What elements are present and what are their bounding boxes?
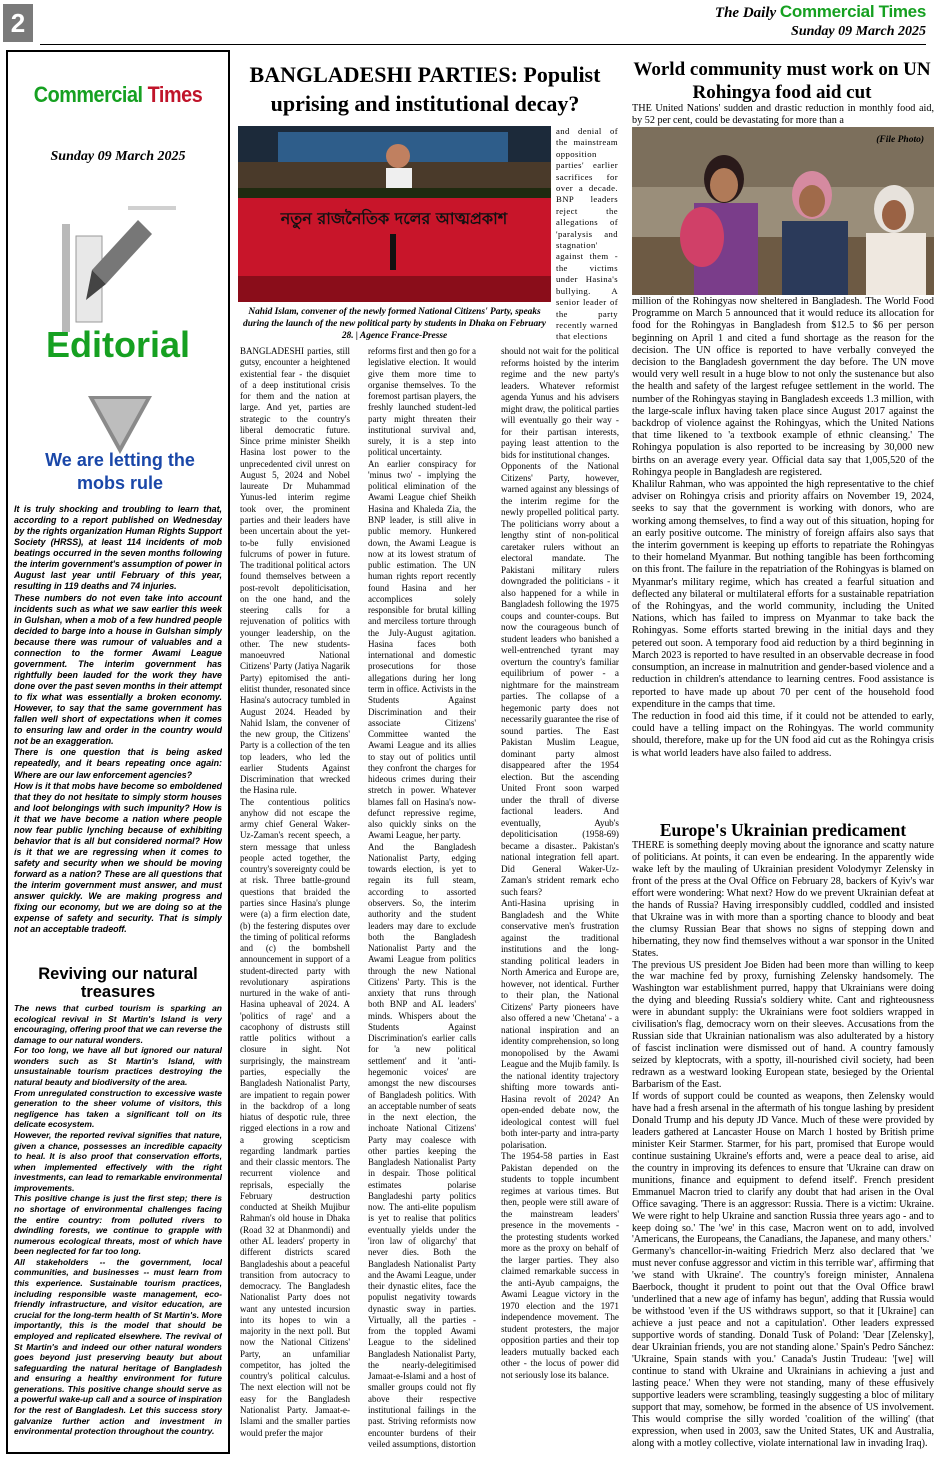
page-header — [0, 0, 938, 46]
masthead-date: Sunday 09 March 2025 — [791, 24, 926, 39]
sidebar-date: Sunday 09 March 2025 — [50, 149, 186, 164]
photo-credit: (File Photo) — [876, 135, 924, 145]
paragraph: Anti-Hasina uprising in Bangladesh and the White conservative men's frustration against the traditional institutions and the long-standing political leaders in North America and Europe are, however, not identical. Further to their plan, the National Citizens' Party pioneers have also offered a new 'Chetana' - a national inspiration and an identity comprehension, so long monopolised by the Awami League and the Mujib family. Is the national identity trajectory shifting more towards anti-Hasina revolt of 2024? An open-ended debate now, the ideological contest will fuel both inter-party and intra-party polarisation. — [501, 898, 619, 1150]
paragraph: Khalilur Rahman, who was appointed the high representative to the chief adviser on Rohingya crisis and priority affairs on November 19, 2024, seeks to say that the government is working with donors, who are working among themselves, to find a way out of this situation, hoping for an early positive outcome. The ministry of foreign affairs also says that the interim government is keeping up efforts to repatriate the Rohingyas to their homeland Myanmar. But nothing tangible has been forthcoming on this front. The failure in the repatriation of the Rohingyas is blamed on Myanmar's military regime, which has created a fearful situation and deflected any bilateral or multilateral efforts for a sustainable repatriation of the Rohingyas, and the world community, including the United Nations, which has failed to impress on Myanmar to take back the Rohingyas. Some efforts started brewing in the initial days and they petered out soon. A temporary food aid reduction by a third beginning in March 2023 is reported to have resulted in an observable decrease in food consumption, an increase in malnutrition and gender-based violence and a reduction in children's attendance to learning centres. Food assistance is reported to have made up about 70 per cent of the household food expenditure in the camps that time. — [632, 479, 934, 710]
paragraph: An earlier conspiracy for 'minus two' - implying the political elimination of the Awami League chief Sheikh Hasina and Khaleda Zia, the BNP leader, is still alive in public memory. Hunkered down, the Awami League is now at its lowest stratum of public estimation. The UN human rights report recently found Hasina and her accomplices solely responsible for brutal killing and merciless torture through the July-August agitation. Hasina faces both international and domestic prosecutions for those allegations during her long term in office. Activists in the Students Against Discrimination and their associate Citizens' Committee wanted the Awami League and its allies to stay out of politics until they confront the charges for hideous crimes during their stretch in power. Whatever blames fall on Hasina's now-defunct repressive regime, also quickly sinks on the Awami League, her party. — [368, 458, 476, 841]
rohingya-photo — [632, 127, 934, 295]
rohingya-lead: THE United Nations' sudden and drastic reduction in monthly food aid, by 52 per cent, could be devastating for more than a — [632, 103, 934, 127]
rohingya-body — [632, 296, 934, 816]
paragraph: The reduction in food aid this time, if it could not be attended to early, could have a telling impact on the Rohingyas. The world community should, therefore, make up for the UN food aid cut as the Rohingya crisis is what world leaders have also failed to address. — [632, 710, 934, 759]
paragraph: How is it that mobs have become so emboldened that they do not hesitate to simply storm houses and loot belongings with such impunity? How is it that we have become a nation where people now fear public lynching because of exhibiting behavior that is all but considered normal? How is it that we are regressing when it comes to safety and security when we should be moving forward as a nation? These are all questions that the interim government must answer, and must answer quickly. We are making progress and fixing our economy, but we are doing so at the expense of safety and security. That is simply not an acceptable tradeoff. — [14, 780, 222, 935]
article-column-1 — [240, 346, 350, 1450]
paragraph: THERE is something deeply moving about the ignorance and scatty nature of politicians. At points, it can even be endearing. In the apparently wide wake left by the mauling of Ukrainian president Volodymyr Zelensky in front of the press at the Oval Office on February 28, backers of Kyiv's war effort were wondering: What next? How do we prevent Ukrainian defeat at the hands of Russia? Having irresponsibly cuddled, coddled and insisted that Ukraine was in with more than a sporting chance to bloody and beat the clumsy Russian Bear that shows no signs of stepping down and hibernating, they now find themselves without a war sponsor in the United States. — [632, 840, 934, 959]
editorial-sidebar — [6, 50, 230, 1454]
paragraph: reforms first and then go for a legislative election. It would give them more time to organise themselves. To the foremost partisan players, the freshly launched student-led party might threaten their institutional survival and, surely, it is a step into political uncertainty. — [368, 346, 476, 458]
article-wrap-column — [556, 126, 618, 348]
paragraph: Opponents of the National Citizens' Party, however, warned against any blessings of the interim regime for the newly propelled political party. The politicians worry about a lengthy stint of non-political caretaker rulers without an electoral mandate. The Pakistani military rulers downgraded the politicians - it also happened for a while in Bangladesh following the 1975 coups and counter-coups. But now the courageous bunch of student leaders who banished a well-entrenched tyrant may overturn the country's familiar equilibrium of power - a nightmare for the mainstream parties. The collapse of a hegemonic party does not necessarily guarantee the rise of sound parties. The East Pakistan Muslim League, dominant party almost disappeared after the 1954 election. But the ascending United Front soon warped under the thrall of diverse factional leaders. And eventually, Ayub's depoliticisation (1958-69) became a disaster.. Pakistan's national integration fell apart. Did General Waker-Uz-Zaman's strident remark echo such fears? — [501, 461, 619, 897]
paragraph: should not wait for the political reforms hoisted by the interim regime and the new party's leaders. Whatever reformist agenda Yunus and his advisers might draw, the political parties will eventually go their way - for their partisan interests, paying least attention to the bids for institutional changes. — [501, 346, 619, 460]
editorial-headline-1: We are letting the mobs rule — [45, 450, 195, 493]
paragraph: These numbers do not even take into account incidents such as what we saw earlier this week in Gulshan, when a mob of a few hundred people decided to barge into a house in Gulshan simply because there was rumour of valuables and a connection to the former Awami League government. The interim government has rightfully been lauded for the work they have done over the past seven months in their attempt to fix what was essentially a broken economy. However, to say that the same government has fallen well short of expectations when it comes to ensuring law and order in the country would not be an exaggeration. — [14, 592, 222, 747]
rally-photo — [238, 126, 551, 302]
paragraph: It is truly shocking and troubling to learn that, according to a report published on Wednesday by the rights organization Human Rights Support Society (HRSS), at least 114 incidents of mob beatings occurred in the seven months following the interim government's assumption of power in August last year until February of this year, resulting in 119 deaths and 74 injuries. — [14, 504, 222, 592]
masthead-prefix: The Daily — [714, 5, 777, 21]
rally-photo-image — [238, 126, 551, 302]
rohingya-photo-image — [632, 127, 934, 295]
ukraine-body — [632, 840, 934, 1452]
logo-first-word: Commercial — [33, 82, 143, 107]
paragraph: From unregulated construction to excessive waste generation to the sheer volume of visitors, this negligence has taken a significant toll on its delicate ecosystem. — [14, 1087, 222, 1130]
photo-banner-text: নতুন রাজনৈতিক দলের আত্মপ্রকাশ — [280, 209, 508, 228]
paragraph: If words of support could be counted as weapons, then Zelensky would have had a fresh arsenal in the aftermath of his tongue lashing by president Donald Trump and his deputy JD Vance. Much of these were provided by leaders gathered at Lancaster House on March 1 hosted by British prime minister Keir Starmer. Starmer, for his part, promised that Europe would continue sustaining Ukraine's efforts and, were a peace deal to arise, aid the country in improving its defences to ensure that 'Ukraine can draw on munitions, finance and equipment to defend itself'. French president Emmanuel Macron tried to clarify any doubt that had arisen in the Oval Office savaging. 'There is an aggressor: Russia. There is a victim: Ukraine. We were right to help Ukraine and sanction Russia three years ago - and to keep doing so.' The 'we' in this case, Macron went on to add, involved 'Americans, the Europeans, the Canadians, the Japanese, and many others.' — [632, 1091, 934, 1246]
paragraph: The news that curbed tourism is sparking an ecological revival in St Martin's Island is very encouraging, offering proof that we can reverse the damage to our natural wonders. — [14, 1003, 222, 1045]
section-title: Editorial — [45, 324, 191, 365]
main-article-headline: BANGLADESHI PARTIES: Populist uprising and institutional decay? — [249, 62, 601, 116]
photo-caption: Nahid Islam, convener of the newly formed National Citizens' Party, speaks during the launch of the new political party by students in Dhaka on February 28. | Agence France-Presse — [243, 307, 546, 341]
editorial-body-1 — [14, 504, 222, 958]
paragraph: However, the reported revival signifies that nature, given a chance, possesses an incredible capacity to heal. It is also proof that conservation efforts, when implemented effectively with the right investments, can lead to remarkable environmental improvements. — [14, 1129, 222, 1193]
arrow-down-icon — [88, 396, 152, 454]
paragraph: Germany's chancellor-in-waiting Friedrich Merz also declared that 'we must never confuse aggressor and victim in this terrible war', affirming that 'we stand with Ukraine'. The country's foreign minister, Annalena Baerbock, thought it prudent to point out that the Oval Office brawl 'underlined that a new age of infamy has begun', adding that Russia would be withstood 'even if the US withdraws support, so that it [Ukraine] can achieve a just peace and not a capitulation'. Other leaders expressed supportive words of standing. Donald Tusk of Poland: 'Dear [Zelensky], dear Ukrainian friends, you are not standing alone.' Spain's Pedro Sánchez: 'Ukraine, Spain stands with you.' Canada's Justin Trudeau: '[we] will continue to stand with Ukraine and Ukrainians in achieving a just and lasting peace.' When they were not standing, many of these effusively supportive leaders were scrambling, teasingly suggesting a bloc of military support that may, somehow, be formed in the absence of US involvement. This would comprise the silly worded 'coalition of the willing' (that expression, when used in 2003, saw the United States, UK and Australia, along with a motley collective, violate international law in invading Iraq). — [632, 1246, 934, 1449]
header-rule — [40, 44, 926, 45]
paragraph: BANGLADESHI parties, still gutsy, encounter a heightened existential fear - the disquiet of a deep institutional crisis for them and the nation at large. And yet, parties are strategic to the country's liberal democratic future. Since prime minister Sheikh Hasina lost power to the unprecedented civil unrest on August 5, 2024 and Nobel laureate Dr Muhammad Yunus-led interim regime took over, the prominent parties and their leaders have been uncertain about the yet-to-be fully envisioned fulcrums of power in future. The traditional political actors found themselves between a post-revolt depoliticisation, on the one hand, and the steering calls for a rejuvenation of politics with younger leadership, on the other. The new students-manoeuvred National Citizens' Party (Jatiya Nagarik Party) epitomised the anti-elitist thunder, resonated since Hasina's autocracy tumbled in August 2024. Headed by Nahid Islam, the convener of the new group, the Citizens' Party is a collection of the ten top leaders, who led the earlier Students Against Discrimination that wrecked the Hasina rule. — [240, 346, 350, 796]
page-number: 2 — [3, 4, 33, 42]
article-column-3 — [501, 346, 619, 1450]
paragraph: All stakeholders -- the government, local communities, and businesses -- must learn from this experience. Sustainable tourism practices, including responsible waste management, eco-friendly infrastructure, and visitor education, are crucial for the long-term health of St Martin's. More importantly, this is the model that should be employed and replicated elsewhere. The revival of St Martin's and indeed our other natural wonders goes beyond just preserving beauty but about safeguarding the natural heritage of Bangladesh and ensuring a healthy environment for future generations. This positive change should serve as a powerful wake-up call and a source of inspiration for the rest of Bangladesh. Let this success story galvanize further action and investment in environmental protection throughout the country. — [14, 1256, 222, 1437]
paragraph: This positive change is just the first step; there is no shortage of environmental challenges facing the entire country: from polluted rivers to dwindling forests, we continue to grapple with numerous ecological threats, most of which have been neglected for far too long. — [14, 1193, 222, 1257]
paragraph: And the Bangladesh Nationalist Party, edging towards election, is yet to regain its full steam, according to assorted observers. So, the interim authority and the student leaders may dare to exclude both the Bangladesh Nationalist Party and the Awami League from politics through the new National Citizens' Party. This is the anxiety that runs through both BNP and AL leaders' minds. Whispers about the Students Against Discrimination's earlier calls for 'a new political settlement' and it 'anti-hegemonic voices' are amongst the new discourses of Bangladesh politics. With an acceptable number of seats in the next election, the inchoate National Citizens' Party may coalesce with other parties keeping the Bangladesh Nationalist Party in despair. Those political estimates polarise Bangladeshi party politics now. The anti-elite populism is yet to realise that politics eventually yields under the 'iron law of oligarchy' that never dies. Both the Bangladesh Nationalist Party and the Awami League, under their dynastic elites, face the populist negativity towards dynastic sway in parties. Virtually, all the parties - from the toppled Awami League to the sidelined Bangladesh Nationalist Party, the nearly-delegitimised Jamaat-e-Islami and a host of smaller groups could not fly above their respective institutional failings in the past. Striving reformists now encounter burdens of their veiled assumptions, distortion — [368, 841, 476, 1449]
paragraph: million of the Rohingyas now sheltered in Bangladesh. The World Food Programme on March 5 announced that it would reduce its allocation for food for the Rohingyas in Bangladesh from $12.5 to $6 per person beginning on April 1 and cited a fund shortage as the reason for the decision. The UN office is reported to have verbally conveyed the decision to the Bangladesh government the day before. The UN move would very well result in a huge blow to not only the sustenance but also the health and safety of the largest refugee settlement in the world. The number of the Rohingyas staying in Bangladesh exceeds 1.3 million, with the large-scale influx having taken place since August 2017 against the backdrop of violence against the Rohingyas, which the United Nations that time likened to 'a textbook example of ethnic cleansing.' The Rohingya population is also reported to be increasing by 30,000 new births on an average every year. Official data say that 1,005,520 of the Rohingya people in Bangladesh are registered. — [632, 296, 934, 478]
article-column-2 — [368, 346, 476, 1450]
paragraph: The contentious politics anyhow did not escape the army chief General Waker-Uz-Zaman's recent speech, a stern message that unless people acted together, the country's sovereignty could be at risk. Three battle-ground questions that braided the parties since Hasina's plunge were (a) a firm election date, (b) the festering disputes over the timing of political reforms and (c) the bombshell announcement in support of a student-directed party with revolutionary aspirations nurtured in the wake of anti-Hasina upheaval of 2024. A 'politics of rage' and a cacophony of distrusts still rattle politics without a closure in sight. Not surprisingly, the mainstream parties, especially the Bangladesh Nationalist Party, are impatient to regain power in the backdrop of a long hiatus of despotic rule, three rigged elections in a row and a growing scepticism regarding landmark parties and their classic mentors. The recurrent violence and reprisals, especially the February destruction conducted at Sheikh Mujibur Rahman's old house in Dhaka (Road 32 at Dhanmondi) and other AL leaders' property in different districts scared Bangladeshis about a peaceful transition from autocracy to democracy. The Bangladesh Nationalist Party does not want any untested incursion into its hopes to win a majority in the next poll. But now the National Citizens' Party, an unfamiliar competitor, has jolted the country's political calculus. The next election will not be easy for the Bangladesh Nationalist Party. Jamaat-e-Islami and the smaller parties would prefer the major — [240, 796, 350, 1438]
paragraph: and denial of the mainstream opposition parties' earlier sacrifices for over a decade. BNP leaders reject the allegations of 'paralysis and stagnation' against them - the victims under Hasina's bullying. A senior leader of the party recently warned that elections — [556, 126, 618, 342]
editorial-body-2 — [14, 1003, 222, 1449]
paragraph: For too long, we have all but ignored our natural wonders such as St Martin's Island, with unsustainable tourism practices destroying the natural beauty and biodiversity of the area. — [14, 1045, 222, 1088]
sidebar-logo — [19, 82, 217, 108]
ukraine-headline: Europe's Ukrainian predicament — [659, 820, 907, 840]
pen-icon — [48, 202, 198, 342]
paragraph: There is one question that is being asked repeatedly, and it bears repeating once again: Where are our law enforcement agencies? — [14, 747, 222, 780]
masthead-name: Commercial Times — [779, 2, 926, 21]
paragraph: The previous US president Joe Biden had been more than willing to keep the war machine fed by proxy, furnishing Zelensky handsomely. The Washington war establishment purred, happy that Ukrainians were doing the dying and bleeding Russia's soldiery white. Cant and righteousness were in abundant supply: the Ukrainians were foot soldiers wrapped in civilisation's flag, democracy worn on their sleeves. Accusations from the Russian side that Ukrainian nationalism was also adulterated by a history of fascist inclination were dismissed out of hand. A country famously seized by kleptocrats, with a spotty, ill-nourished civil society, had been redrawn as a westward looking European state, besieged by the Oriental Barbarism of the East. — [632, 959, 934, 1091]
logo-second-word: Times — [147, 82, 203, 107]
paragraph: The 1954-58 parties in East Pakistan depended on the students to topple incumbent regimes at various times. But then, people were still aware of the mainstream leaders' presence in the movements - the protesting students worked more as the proxy on behalf of the larger parties. They also claimed remarkable success in the anti-Ayub campaigns, the Awami League victory in the 1970 election and the 1971 independence movement. The student protesters, the major opposition parties and their top leaders mutually backed each other - the locus of power did not seriously lose its balance. — [501, 1151, 619, 1380]
rohingya-headline: World community must work on UN Rohingya food aid cut — [633, 59, 931, 103]
masthead-title — [715, 2, 926, 22]
editorial-headline-2: Reviving our natural treasures — [38, 965, 198, 1001]
